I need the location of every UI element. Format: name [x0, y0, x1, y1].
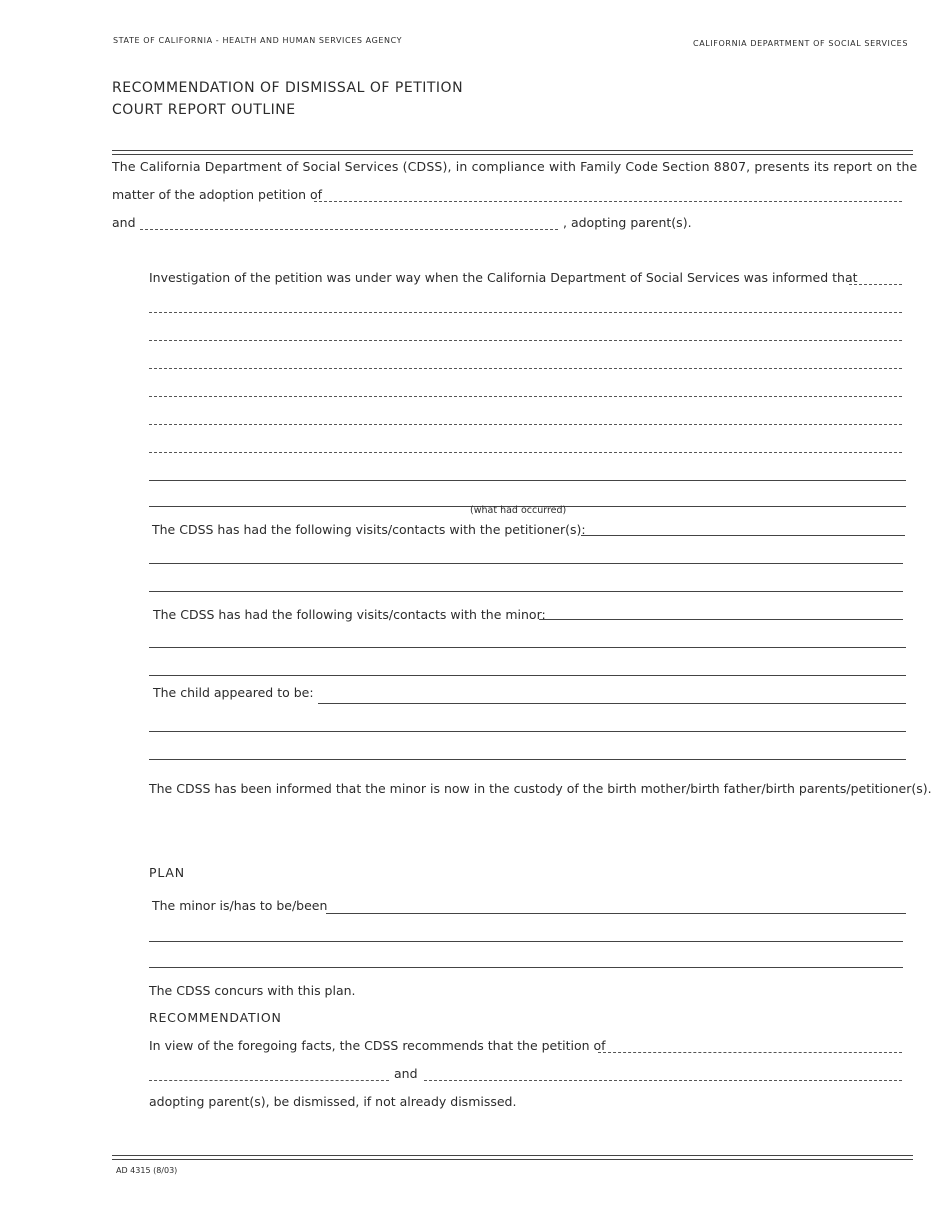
- child-appearance-label: The child appeared to be:: [153, 685, 314, 700]
- investigation-line-1[interactable]: [149, 312, 902, 313]
- plan-heading: PLAN: [149, 865, 185, 880]
- recommendation-and-label: and: [394, 1066, 418, 1081]
- bottom-rule: [112, 1155, 913, 1156]
- plan-line-2[interactable]: [149, 941, 903, 942]
- recommendation-petition-field[interactable]: [598, 1052, 902, 1053]
- what-had-occurred-caption: (what had occurred): [470, 505, 567, 516]
- custody-text: The CDSS has been informed that the minor is now in the custody of the birth mother/birth father/birth parents/petitioner(s).: [149, 781, 932, 796]
- child-appearance-line-2[interactable]: [149, 731, 906, 732]
- petitioner-contacts-label: The CDSS has had the following visits/contacts with the petitioner(s):: [152, 522, 586, 537]
- bottom-rule-inner: [112, 1159, 913, 1160]
- investigation-field-start[interactable]: [849, 284, 902, 285]
- recommendation-first-parent-field[interactable]: [149, 1080, 389, 1081]
- form-title: RECOMMENDATION OF DISMISSAL OF PETITION: [112, 80, 464, 96]
- minor-contacts-line-2[interactable]: [149, 647, 906, 648]
- recommendation-line-3: adopting parent(s), be dismissed, if not already dismissed.: [149, 1094, 517, 1109]
- plan-line-3[interactable]: [149, 967, 903, 968]
- plan-minor-field[interactable]: [326, 913, 906, 914]
- child-appearance-line-3[interactable]: [149, 759, 906, 760]
- investigation-line-2[interactable]: [149, 340, 902, 341]
- form-subtitle: COURT REPORT OUTLINE: [112, 102, 296, 118]
- petitioner-contacts-line-2[interactable]: [149, 563, 903, 564]
- agency-name: STATE OF CALIFORNIA - HEALTH AND HUMAN SERVICES AGENCY: [113, 36, 403, 45]
- investigation-line-7[interactable]: [149, 480, 906, 481]
- petitioner-contacts-field[interactable]: [581, 535, 905, 536]
- minor-contacts-field[interactable]: [539, 619, 903, 620]
- investigation-line-6[interactable]: [149, 452, 902, 453]
- recommendation-line-1: In view of the foregoing facts, the CDSS recommends that the petition of: [149, 1038, 606, 1053]
- top-rule-inner: [112, 154, 913, 155]
- child-appearance-field[interactable]: [318, 703, 906, 704]
- intro-line-1: The California Department of Social Services (CDSS), in compliance with Family Code Section 8807, presents its report on the: [112, 159, 918, 174]
- intro-line-2: matter of the adoption petition of: [112, 187, 323, 202]
- investigation-line-5[interactable]: [149, 424, 902, 425]
- investigation-line-4[interactable]: [149, 396, 902, 397]
- petitioner-name-field[interactable]: [314, 201, 902, 202]
- investigation-text: Investigation of the petition was under way when the California Department of Social Services was informed that: [149, 270, 858, 285]
- recommendation-heading: RECOMMENDATION: [149, 1010, 282, 1025]
- top-rule: [112, 150, 913, 151]
- minor-contacts-line-3[interactable]: [149, 675, 906, 676]
- department-name: CALIFORNIA DEPARTMENT OF SOCIAL SERVICES: [693, 39, 908, 48]
- adopting-parents-label: , adopting parent(s).: [563, 215, 692, 230]
- petitioner-contacts-line-3[interactable]: [149, 591, 903, 592]
- second-petitioner-field[interactable]: [140, 229, 558, 230]
- recommendation-second-parent-field[interactable]: [424, 1080, 902, 1081]
- minor-contacts-label: The CDSS has had the following visits/contacts with the minor:: [153, 607, 546, 622]
- plan-concurs-text: The CDSS concurs with this plan.: [149, 983, 356, 998]
- form-number: AD 4315 (8/03): [116, 1166, 178, 1175]
- plan-minor-label: The minor is/has to be/been: [152, 898, 328, 913]
- intro-and-label: and: [112, 215, 136, 230]
- investigation-line-3[interactable]: [149, 368, 902, 369]
